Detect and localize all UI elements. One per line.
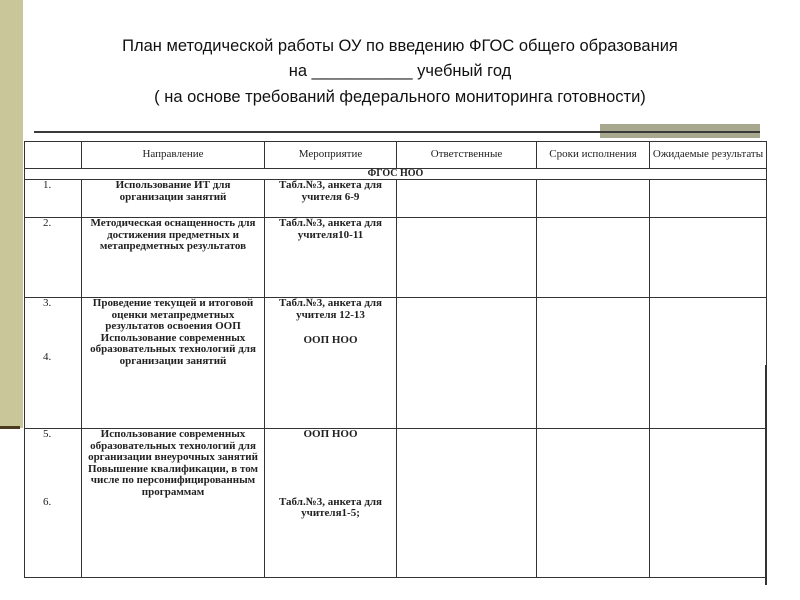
row-result [650,218,767,298]
table-row [25,218,767,298]
table-row [25,298,767,429]
row-direction [82,298,265,429]
section-fgos-noo: ФГОС НОО [25,169,767,180]
row-direction: Использование ИТ для организации занятий [82,180,265,218]
plan-subtitle: ( на основе требований федерального мониторинга готовности) [154,88,646,106]
row-deadline [537,429,650,578]
row-event [265,298,397,429]
row-direction [82,429,265,578]
title-divider [34,131,760,133]
plan-table [24,141,767,578]
row-number-a: 5. [43,428,52,440]
row-responsible [397,218,537,298]
plan-year-line: на ___________ учебный год [288,62,512,80]
row-result [650,429,767,578]
table-row [25,429,767,578]
table-row [25,180,767,218]
header-responsible: Ответственные [397,142,537,169]
row-event-a: Табл.№3, анкета для учителя 12-13 [278,297,383,321]
row-number: 2. [25,218,82,298]
row-event: Табл.№3, анкета для учителя10-11 [265,218,397,298]
row-result [650,298,767,429]
header-results: Ожидаемые результаты [650,142,767,169]
row-event-b: Табл.№3, анкета для учителя1-5; [278,495,383,520]
row-number: 1. [25,180,82,218]
row-result [650,180,767,218]
row-number [25,298,82,429]
header-deadlines: Сроки исполнения [537,142,650,169]
row-number-a: 3. [43,297,52,309]
row-deadline [537,180,650,218]
plan-table-wrapper [24,141,766,577]
row-number [25,429,82,578]
row-direction-b: Использование современных образовательных технологий для организации занятий [90,331,256,367]
header-number [25,142,82,169]
row-direction-b: Повышение квалификации, в том числе по персонифицированным программам [87,462,259,498]
row-responsible [397,429,537,578]
row-number-b: 4. [43,350,52,363]
row-number-b: 6. [43,495,52,508]
plan-title: План методической работы ОУ по введению ФГОС общего образования [122,37,678,55]
row-event-a: ООП НОО [303,428,358,440]
row-event [265,429,397,578]
decorative-right-line [765,365,767,585]
header-event: Мероприятие [265,142,397,169]
decorative-side-line [0,426,20,429]
row-deadline [537,298,650,429]
row-direction-a: Использование современных образовательных технологий для организации внеурочных занятий [88,428,258,464]
row-deadline [537,218,650,298]
row-direction: Методическая оснащенность для достижения предметных и метапредметных результатов [82,218,265,298]
row-event: Табл.№3, анкета для учителя 6-9 [265,180,397,218]
header-direction: Направление [82,142,265,169]
row-responsible [397,298,537,429]
row-responsible [397,180,537,218]
row-event-b: ООП НОО [303,334,358,347]
row-direction-a: Проведение текущей и итоговой оценки метапредметных результатов освоения ООП [92,297,254,333]
